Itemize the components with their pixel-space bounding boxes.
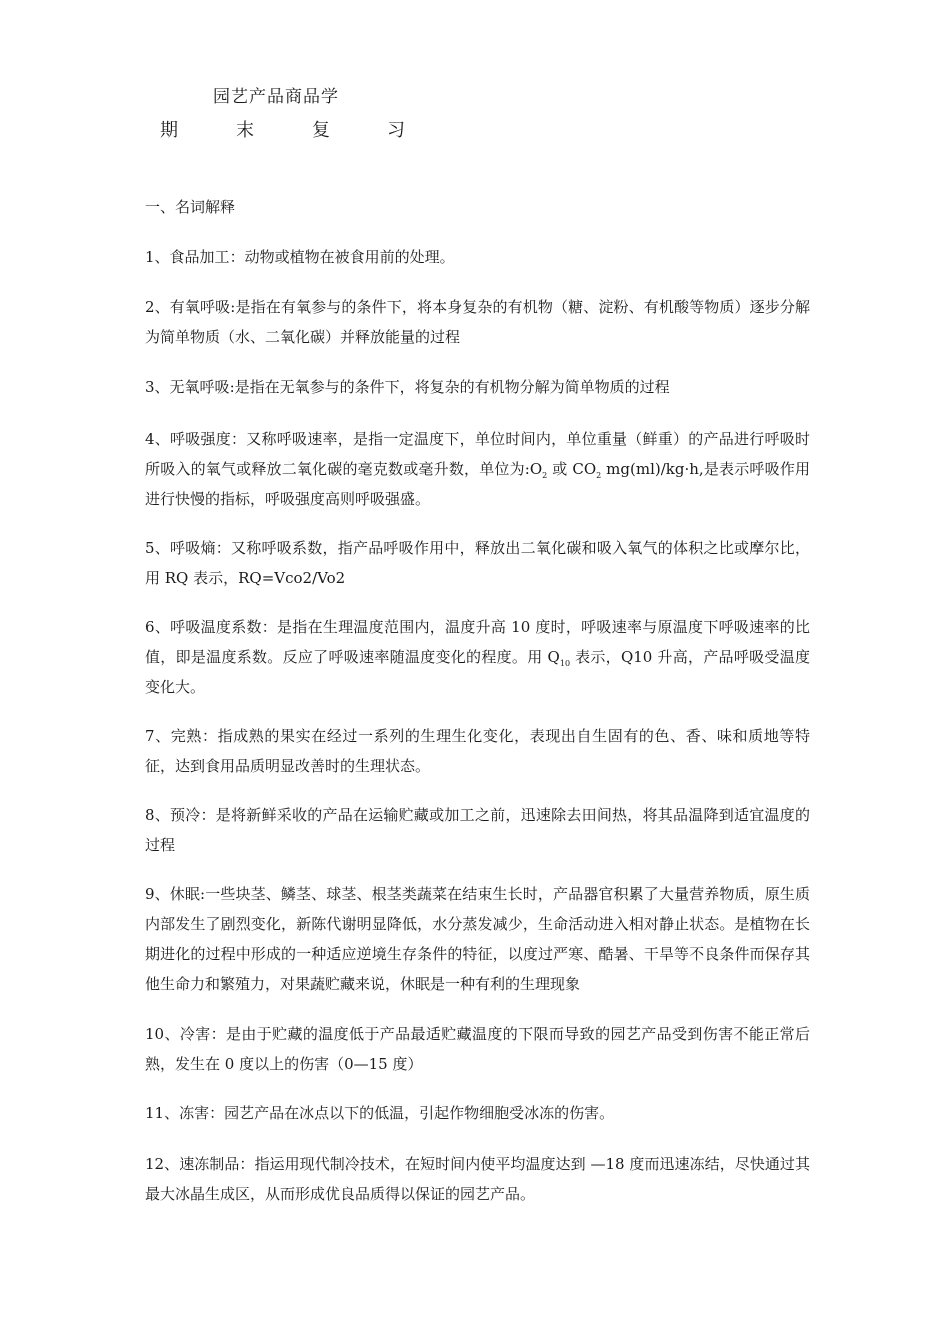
entry-definition: 是将新鲜采收的产品在运输贮藏或加工之前，迅速除去田间热，将其品温降到适宜温度的过程 (145, 806, 810, 854)
entry-11 (145, 1098, 810, 1128)
entry-number: 12、 (145, 1155, 180, 1173)
entry-number: 4、 (145, 430, 171, 448)
entry-number: 9、 (145, 885, 170, 903)
entry-6 (145, 612, 810, 702)
entry-definition: 是指在无氧参与的条件下，将复杂的有机物分解为简单物质的过程 (234, 378, 670, 396)
entry-4 (145, 424, 810, 514)
entry-sep: : (200, 885, 206, 903)
entry-definition: 指运用现代制冷技术，在短时间内使平均温度达到 —18 度而迅速冻结，尽快通过其最大冰晶生成区，从而形成优良品质得以保证的园艺产品。 (145, 1155, 810, 1203)
entry-sep: : (230, 298, 236, 316)
entry-number: 1、 (145, 248, 170, 266)
document-title: 园艺产品商品学 (213, 87, 339, 107)
subtitle-char: 习 (387, 120, 405, 141)
entry-term: 有氧呼吸 (169, 298, 231, 316)
subtitle-char: 复 (312, 120, 330, 141)
entry-3 (145, 372, 810, 402)
entry-10 (145, 1019, 810, 1079)
subscript: 2 (596, 471, 602, 480)
entry-number: 3、 (145, 378, 170, 396)
entry-definition: 或 CO (547, 460, 597, 478)
entry-definition: 是由于贮藏的温度低于产品最适贮藏温度的下限而导致的园艺产品受到伤害不能正常后熟，发生在 0 度以上的伤害（0—15 度） (145, 1025, 810, 1073)
entry-number: 8、 (145, 806, 171, 824)
entry-definition: mg(ml)/kg·h,是表示呼吸作用进行快慢的指标，呼吸强度高则呼吸强盛。 (145, 460, 811, 508)
entry-definition: 动物或植物在被食用前的处理。 (244, 248, 455, 266)
entry-sep: ： (201, 727, 218, 745)
entry-2 (145, 292, 810, 352)
entry-8 (145, 800, 810, 860)
entry-5 (145, 533, 810, 593)
section-heading: 一、名词解释 (145, 198, 236, 216)
entry-number: 6、 (145, 618, 171, 636)
entry-number: 10、 (145, 1025, 180, 1043)
entry-sep: ： (231, 430, 247, 448)
entry-sep: ： (200, 806, 216, 824)
entry-1 (145, 242, 810, 272)
entry-term: 呼吸温度系数 (170, 618, 262, 636)
entry-term: 呼吸熵 (170, 539, 216, 557)
entry-term: 完熟 (170, 727, 202, 745)
entry-term: 预冷 (170, 806, 201, 824)
entry-sep: ： (209, 1104, 225, 1122)
entry-9 (145, 879, 810, 999)
entry-term: 冻害 (179, 1104, 210, 1122)
entry-term: 速冻制品 (179, 1155, 240, 1173)
entry-definition: 是指在有氧参与的条件下，将本身复杂的有机物（糖、淀粉、有机酸等物质）逐步分解为简单物质（水、二氧化碳）并释放能量的过程 (145, 298, 810, 346)
entry-term: 无氧呼吸 (169, 378, 230, 396)
entry-definition: 又称呼吸速率，是指一定温度下，单位时间内，单位重量（鲜重）的产品进行呼吸时所吸入的氧气或释放二氧化碳的毫克数或毫升数，单位为:O (145, 430, 810, 478)
subtitle-char: 期 (160, 120, 178, 141)
entry-term: 休眠 (169, 885, 201, 903)
entry-definition: 指成熟的果实在经过一系列的生理生化变化，表现出自生固有的色、香、味和质地等特征，达到食用品质明显改善时的生理状态。 (145, 727, 810, 775)
entry-number: 7、 (145, 727, 171, 745)
entry-sep: ： (261, 618, 278, 636)
entry-definition: 园艺产品在冰点以下的低温，引起作物细胞受冰冻的伤害。 (224, 1104, 615, 1122)
subscript: 2 (542, 471, 548, 480)
entry-sep: ： (215, 539, 232, 557)
entry-term: 冷害 (179, 1025, 211, 1043)
entry-number: 5、 (145, 539, 171, 557)
entry-definition: 一些块茎、鳞茎、球茎、根茎类蔬菜在结束生长时，产品器官积累了大量营养物质，原生质内部发生了剧烈变化，新陈代谢明显降低，水分蒸发减少，生命活动进入相对静止状态。是植物在长期进化的过程中形成的一种适应逆境生存条件的特征，以度过严寒、酷暑、干旱等不良条件而保存其他生命力和繁殖力，对果蔬贮藏来说，休眠是一种有利的生理现象 (145, 885, 810, 993)
entry-12 (145, 1149, 810, 1209)
entry-term: 呼吸强度 (170, 430, 231, 448)
entry-term: 食品加工 (169, 248, 230, 266)
entry-number: 11、 (145, 1104, 180, 1122)
entry-definition: 又称呼吸系数，指产品呼吸作用中，释放出二氧化碳和吸入氧气的体积之比或摩尔比，用 RQ 表示，RQ=Vco2/Vo2 (145, 539, 810, 587)
subscript: 10 (559, 659, 571, 668)
entry-sep: : (229, 378, 235, 396)
entry-7 (145, 721, 810, 781)
entry-sep: ： (239, 1155, 255, 1173)
entry-definition: 是指在生理温度范围内，温度升高 10 度时，呼吸速率与原温度下呼吸速率的比值，即是温度系数。反应了呼吸速率随温度变化的程度。用 Q (145, 618, 810, 666)
entry-number: 2、 (145, 298, 170, 316)
subtitle-char: 末 (236, 120, 254, 141)
entry-sep: ： (210, 1025, 226, 1043)
entry-definition: 表示，Q10 升高，产品呼吸受温度变化大。 (145, 648, 811, 696)
entry-sep: ： (229, 248, 245, 266)
